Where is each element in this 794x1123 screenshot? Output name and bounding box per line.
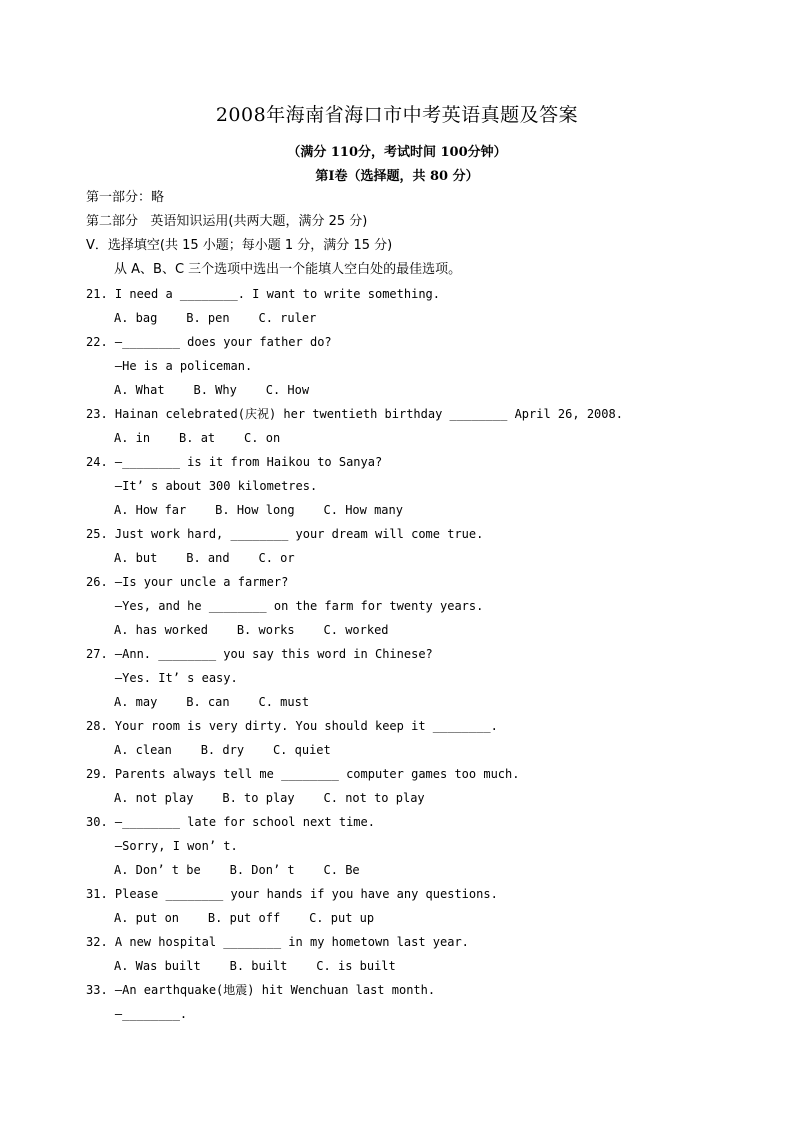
question-stem: 29. Parents always tell me ________ computer games too much. <box>86 767 520 781</box>
question-options: A. What B. Why C. How <box>114 383 310 397</box>
question-item <box>86 450 726 522</box>
document-body <box>86 186 726 1026</box>
question-options: A. may B. can C. must <box>114 695 310 709</box>
question-item <box>86 714 726 762</box>
question-options: A. in B. at C. on <box>114 431 281 445</box>
question-item <box>86 642 726 714</box>
question-options: A. How far B. How long C. How many <box>114 503 403 517</box>
question-stem: 22. —________ does your father do? <box>86 335 332 349</box>
question-stem: 26. —Is your uncle a farmer? <box>86 575 289 589</box>
question-stem: 24. —________ is it from Haikou to Sanya? <box>86 455 383 469</box>
question-options: A. put on B. put off C. put up <box>114 911 375 925</box>
section-five-heading: Ⅴ．选择填空(共 15 小题；每小题 1 分，满分 15 分) <box>86 238 393 253</box>
question-stem: 32. A new hospital ________ in my hometown last year. <box>86 935 469 949</box>
question-stem: 25. Just work hard, ________ your dream will come true. <box>86 527 484 541</box>
question-stem: 28. Your room is very dirty. You should keep it ________. <box>86 719 498 733</box>
question-dialogue-line: —Yes, and he ________ on the farm for twenty years. <box>86 599 484 613</box>
question-stem: 33. —An earthquake(地震) hit Wenchuan last month. <box>86 983 436 997</box>
question-stem: 23. Hainan celebrated(庆祝) her twentieth birthday ________ April 26, 2008. <box>86 407 623 421</box>
question-options: A. but B. and C. or <box>114 551 295 565</box>
question-item <box>86 522 726 570</box>
part-one-heading: 第一部分：略 <box>86 190 165 205</box>
question-stem: 31. Please ________ your hands if you have any questions. <box>86 887 498 901</box>
question-stem: 30. —________ late for school next time. <box>86 815 375 829</box>
question-options: A. bag B. pen C. ruler <box>114 311 317 325</box>
question-item <box>86 882 726 930</box>
question-options: A. Don’ t be B. Don’ t C. Be <box>114 863 360 877</box>
question-item <box>86 570 726 642</box>
question-item <box>86 978 726 1026</box>
question-stem: 27. —Ann. ________ you say this word in Chinese? <box>86 647 433 661</box>
question-item <box>86 930 726 978</box>
question-options: A. clean B. dry C. quiet <box>114 743 331 757</box>
question-dialogue-line: —It’ s about 300 kilometres. <box>86 479 318 493</box>
question-options: A. Was built B. built C. is built <box>114 959 396 973</box>
question-list <box>86 282 726 1026</box>
page-title: 2008年海南省海口市中考英语真题及答案 <box>215 104 579 126</box>
question-item <box>86 762 726 810</box>
question-stem: 21. I need a ________. I want to write something. <box>86 287 441 301</box>
volume-heading: 第Ⅰ卷（选择题，共 80 分） <box>315 169 479 184</box>
exam-subtitle: （满分 110分，考试时间 100分钟） <box>287 145 507 160</box>
question-dialogue-line: —Yes. It’ s easy. <box>86 671 238 685</box>
question-item <box>86 402 726 450</box>
question-item <box>86 282 726 330</box>
part-two-heading: 第二部分 英语知识运用(共两大题，满分 25 分) <box>86 214 368 229</box>
question-dialogue-line: —He is a policeman. <box>86 359 253 373</box>
question-options: A. not play B. to play C. not to play <box>114 791 425 805</box>
question-dialogue-line: —________. <box>86 1007 188 1021</box>
question-options: A. has worked B. works C. worked <box>114 623 389 637</box>
question-dialogue-line: —Sorry, I won’ t. <box>86 839 238 853</box>
question-item <box>86 330 726 402</box>
question-item <box>86 810 726 882</box>
instruction-text: 从 A、B、C 三个选项中选出一个能填人空白处的最佳选项。 <box>114 262 462 277</box>
